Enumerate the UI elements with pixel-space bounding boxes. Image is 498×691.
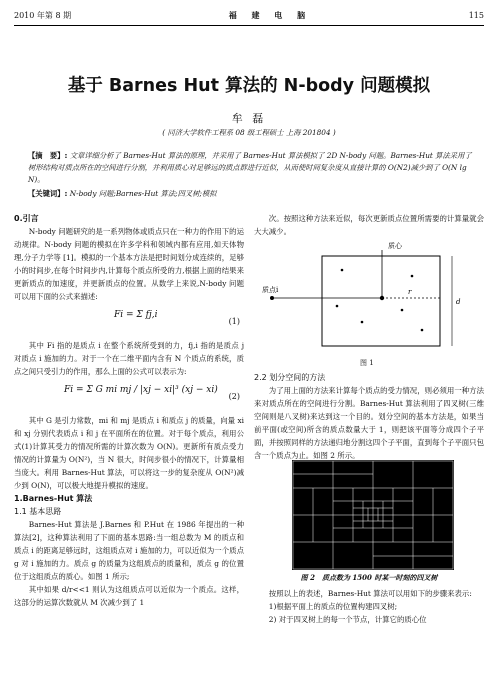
equation-2-body: Fi = Σ G mi mj / |xj − xi|³ (xj − xi) (64, 385, 218, 395)
point-group-box (322, 256, 440, 346)
point-dot (361, 321, 364, 324)
paragraph-forces: 其中 Fi 指的是质点 i 在整个系统所受到的力，fj,i 指的是质点 j 对质点 i 施加的力。对于一个在二维平面内含有 N 个质点的系统，质点之间只受引力的作用，那么上面的公式可以表示为: (14, 341, 244, 376)
equation-1 (14, 303, 244, 339)
point-dot (401, 309, 404, 312)
figure-2-quadtree-image (292, 460, 454, 570)
abstract (28, 150, 476, 186)
paragraph-continue: 次。按照这种方法来近似，每次更新质点位置所需要的计算量就会大大减少。 (254, 214, 484, 236)
section-2-2-heading: 2.2 划分空间的方法 (254, 373, 326, 382)
author: 牟 磊 (231, 112, 267, 125)
article-title: 基于 Barnes Hut 算法的 N-body 问题模拟 (67, 76, 431, 96)
center-of-mass-point (380, 296, 384, 300)
keywords-label: 【关键词】: (28, 189, 68, 198)
paragraph-space-division: 为了用上面的方法来计算每个质点的受力情况，则必须用一种方法来对质点所在的空间进行分割。Barnes-Hut 算法利用了四叉树(三维空间则是八叉树)来达到这一个目的。划分空间的基本方法是，如果当前平面(或空间)所含的质点数量大于 1，则把该平面等分成四个子平面，并按照同样的方法递归地分割这四个子平面，直到每个子平面只包含一个质点为止。如图 2 所示。 (254, 386, 484, 460)
section-1-1-heading: 1.1 基本思路 (14, 507, 62, 516)
abstract-label: 【摘 要】: (28, 151, 68, 160)
step-2: 2) 对于四叉树上的每一个节点，计算它的质心位 (268, 615, 427, 624)
equation-2-number: (2) (228, 392, 240, 401)
page-number: 115 (468, 10, 484, 20)
section-intro-heading: 0.引言 (14, 214, 39, 223)
point-dot (341, 269, 344, 272)
step-1: 1)根据平面上的质点的位置构建四叉树; (268, 602, 398, 611)
affiliation: ( 同济大学软件工程系 08 级工程硕士 上海 201804 ) (162, 128, 336, 137)
header-rule (14, 25, 484, 26)
section-1-heading: 1.Barnes-Hut 算法 (14, 494, 93, 503)
running-header (14, 8, 484, 22)
paragraph-basic-idea: Barnes-Hut 算法是 J.Barnes 和 P.Hut 在 1986 年提出的一种算法[2]，这种算法利用了下面的基本思路:当一组总数为 M 的质点和质点 i 的距离足够远时，这组质点对 i 施加的力，可以近似为一个质点 g 对 i 施加的力。质点 g 的质量为这组质点的质量和，质点 g 的位置位于这组质点的质心。如图 1 所示; (14, 520, 244, 581)
abstract-text: 文章详细分析了 Barnes-Hut 算法的原理，并采用了 Barnes-Hut 算法模拟了 2D N-body 问题。Barnes-Hut 算法采用了树形结构对质点所在的空间进行分割，并利用质心对足够远的质点群进行近似，从而使时间复杂度从直接计算的 O(N2)减少到了 O(N lg N)。 (28, 151, 472, 184)
point-dot (411, 275, 414, 278)
label-r: r (408, 288, 412, 296)
point-dot (421, 329, 424, 332)
equation-1-number: (1) (228, 317, 240, 326)
figure-2-caption: 图 2 质点数为 1500 时某一时刻的四叉树 (300, 573, 438, 582)
journal-name: 福 建 电 脑 (228, 10, 312, 20)
figure-1-diagram (262, 240, 470, 352)
intro-paragraph: N-body 问题研究的是一系列物体或质点只在一种力的作用下的运动规律。N-body 问题的模拟在许多学科和领域内都有应用,如天体物理,分子力学等 [1]。模拟的一个基本方法是把时间划分成连续的，足够小的时间步,在每个时间步内,计算每个质点所受的力,根据上面的结果来更新质点的加速度，并更新质点的位置。从数学上来说,N-body 问题可以用下面的公式来描述: (14, 227, 244, 301)
label-d: d (456, 298, 461, 306)
left-column (14, 212, 244, 609)
right-column-mid (254, 371, 484, 462)
equation-2 (14, 378, 244, 414)
paragraph-approx: 其中如果 d/r<<1 则认为这组质点可以近似为一个质点。这样，这部分的运算次数就从 M 次减少到了 1 (14, 585, 244, 607)
label-center-of-mass: 质心 (388, 242, 402, 250)
right-column-bottom (254, 587, 484, 626)
issue-label: 2010 年第 8 期 (14, 10, 72, 20)
figure-1-caption: 图 1 (360, 359, 374, 367)
paragraph-complexity: 其中 G 是引力常数，mi 和 mj 是质点 i 和质点 j 的质量，向量 xi 和 xj 分别代表质点 i 和 j 在平面所在的位置。对于每个质点，利用公式(1)计算其受力的情况所需的计算次数为 O(N)。更新所有质点受力情况的计算量为 O(N²)，当 N 很大，时间步很小的情况下，计算量相当庞大。利用 Barnes-Hut 算法，可以将这一步的复杂度从 O(N²)减少到 O(N)，可以极大地提升模拟的速度。 (14, 416, 244, 490)
keywords (28, 189, 476, 199)
label-point-i: 质点i (262, 286, 279, 294)
keywords-text: N-body 问题;Barnes-Hut 算法;四叉树;模拟 (69, 189, 217, 198)
right-column-top (254, 212, 484, 238)
paragraph-steps-intro: 按照以上的表述，Barnes-Hut 算法可以用如下的步骤来表示: (268, 589, 472, 598)
point-dot (336, 305, 339, 308)
point-i (270, 296, 274, 300)
equation-1-body: Fi = Σ fj,i (114, 310, 158, 320)
